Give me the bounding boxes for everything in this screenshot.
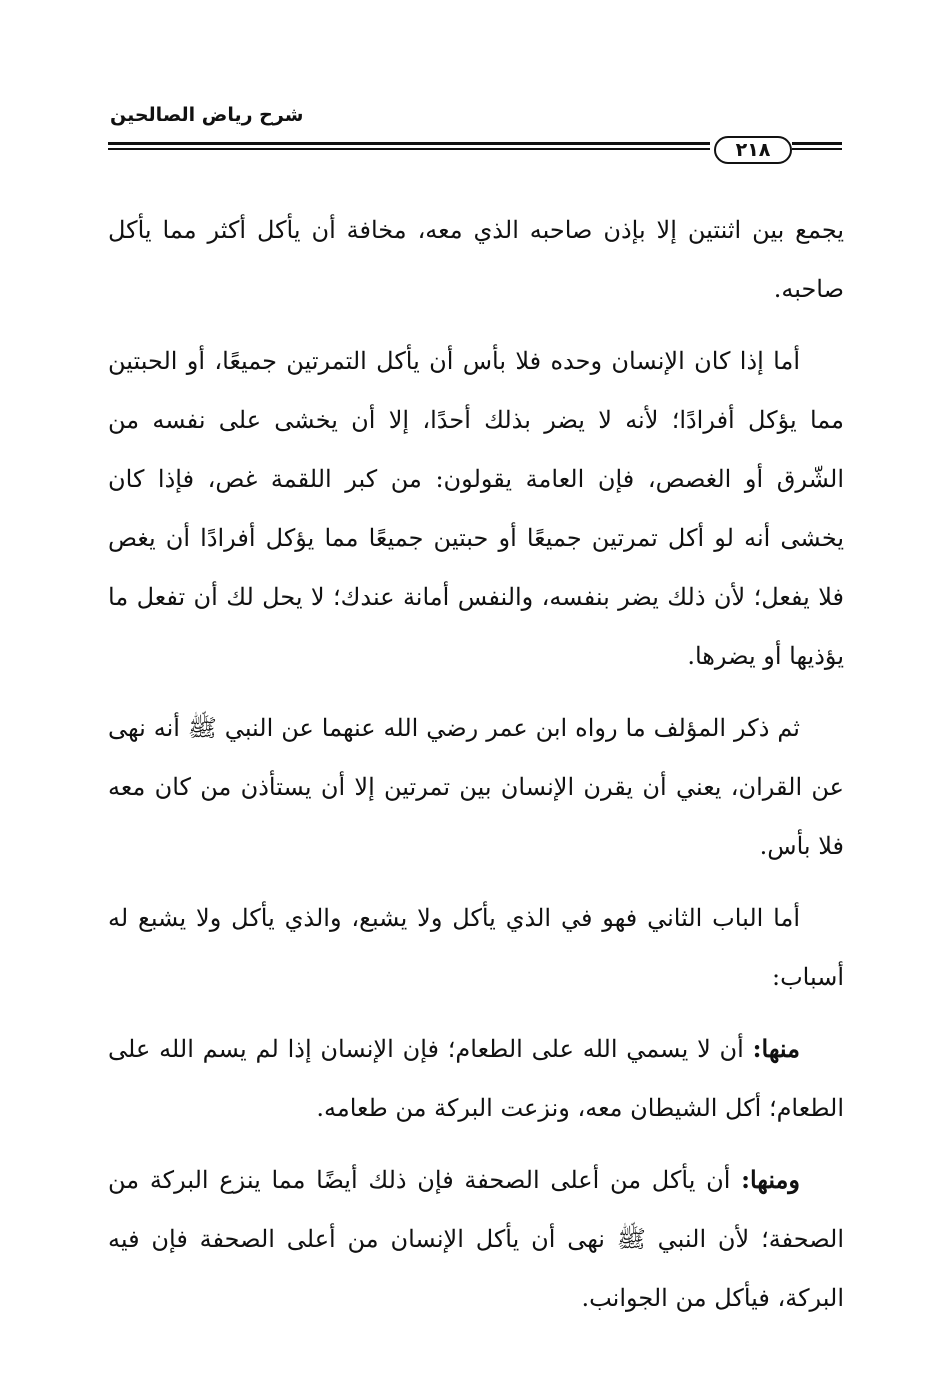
paragraph-4 <box>108 888 844 1007</box>
paragraph-2 <box>108 331 844 686</box>
paragraph-3 <box>108 698 844 876</box>
paragraph-5 <box>108 1019 844 1138</box>
page-body <box>108 200 844 1340</box>
paragraph-1 <box>108 200 844 319</box>
paragraph-text: أما الباب الثاني فهو في الذي يأكل ولا يشبع، والذي يأكل ولا يشبع له أسباب: <box>108 904 844 991</box>
page-number: ٢١٨ <box>714 136 792 164</box>
paragraph-6 <box>108 1150 844 1328</box>
paragraph-text: أن لا يسمي الله على الطعام؛ فإن الإنسان إذا لم يسم الله على الطعام؛ أكل الشيطان معه، ونزعت البركة من طعامه. <box>108 1035 844 1122</box>
paragraph-text: أما إذا كان الإنسان وحده فلا بأس أن يأكل التمرتين جميعًا، أو الحبتين مما يؤكل أفرادًا؛ لأنه لا يضر بذلك أحدًا، إلا أن يخشى على نفسه من الشّرق أو الغصص، فإن العامة يقولون: من كبر اللقمة غص، فإذا كان يخشى أنه لو أكل تمرتين جميعًا أو حبتين جميعًا مما يؤكل أفرادًا أن يغص فلا يفعل؛ لأن ذلك يضر بنفسه، والنفس أمانة عندك؛ لا يحل لك أن تفعل ما يؤذيها أو يضرها. <box>108 347 845 670</box>
header-rule-left-thick <box>108 142 710 145</box>
page-header <box>108 100 842 160</box>
paragraph-text: أن يأكل من أعلى الصحفة فإن ذلك أيضًا مما ينزع البركة من الصحفة؛ لأن النبي ﷺ نهى أن يأكل الإنسان من أعلى الصحفة فإن فيه البركة، فيأكل من الجوانب. <box>108 1166 844 1312</box>
paragraph-lead: منها: <box>752 1034 800 1063</box>
header-rule-left-thin <box>108 148 710 150</box>
paragraph-text: ثم ذكر المؤلف ما رواه ابن عمر رضي الله عنهما عن النبي ﷺ أنه نهى عن القران، يعني أن يقرن الإنسان بين تمرتين إلا أن يستأذن من كان معه فلا بأس. <box>108 714 845 860</box>
paragraph-text: يجمع بين اثنتين إلا بإذن صاحبه الذي معه، مخافة أن يأكل أكثر مما يأكل صاحبه. <box>108 216 844 303</box>
header-rule-right-thick <box>792 142 842 145</box>
paragraph-lead: ومنها: <box>741 1165 800 1194</box>
header-rules <box>108 136 842 161</box>
book-title: شرح رياض الصالحين <box>110 104 304 126</box>
header-rule-right-thin <box>792 148 842 150</box>
